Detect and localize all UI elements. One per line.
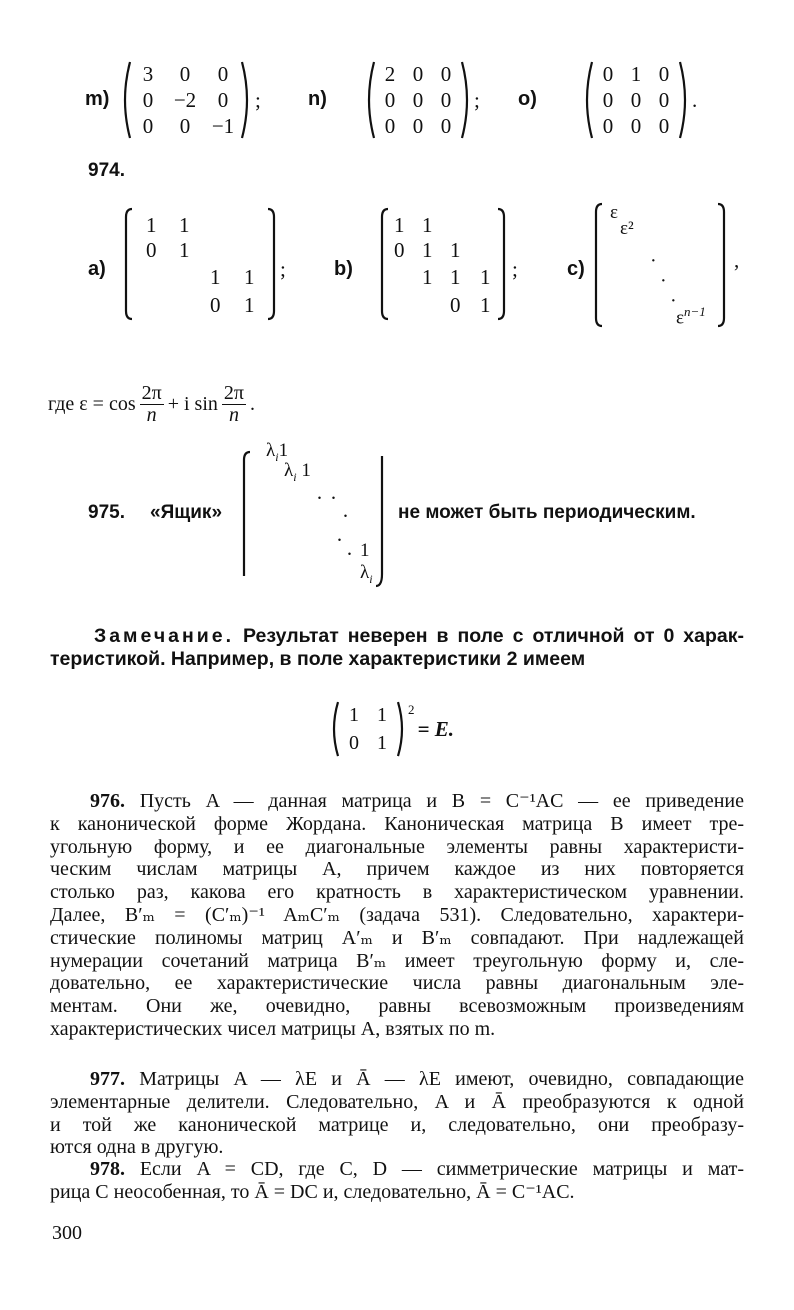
problem-976-line: угольную форму, и ее диагональные элементы равны характеристи- bbox=[50, 835, 744, 858]
epsilon-definition bbox=[48, 383, 255, 426]
c-eps2: ε² bbox=[620, 218, 634, 239]
matrix-m-cell: −1 bbox=[211, 113, 235, 138]
box-matrix bbox=[240, 440, 400, 588]
after-o: . bbox=[692, 87, 698, 112]
b-e32: 1 bbox=[422, 265, 433, 289]
problem-974-number: 974. bbox=[88, 160, 125, 181]
after-974-a: ; bbox=[280, 257, 286, 281]
c-dot3: · bbox=[670, 290, 677, 312]
matrix-974-c bbox=[594, 200, 764, 330]
box-lambda-last: $\lambda_i$ bbox=[360, 562, 373, 586]
label-974-b: b) bbox=[334, 258, 353, 280]
remark-equation bbox=[328, 700, 454, 758]
matrix-m bbox=[118, 60, 261, 140]
problem-977-number: 977. bbox=[90, 1068, 125, 1090]
c-epsn: $\varepsilon^{n-1}$ bbox=[676, 304, 706, 329]
label-o: o) bbox=[518, 88, 537, 110]
b-e33: 1 bbox=[450, 265, 461, 289]
remark-eq-rhs: = E. bbox=[417, 716, 454, 741]
matrix-n-cell: 0 bbox=[440, 87, 452, 112]
box-dot-a: · bbox=[316, 486, 323, 510]
after-m: ; bbox=[255, 87, 261, 112]
a-e11: 1 bbox=[146, 213, 157, 237]
a-e12: 1 bbox=[179, 213, 190, 237]
remark-eq-cell: 1 bbox=[377, 703, 387, 726]
remark-eq-cell: 1 bbox=[377, 731, 387, 754]
matrix-n-cell: 0 bbox=[412, 61, 424, 86]
matrix-m-cell: 0 bbox=[217, 87, 229, 112]
matrix-m-cell: 0 bbox=[142, 113, 154, 138]
epsilon-prefix: где ε = cos bbox=[48, 393, 136, 415]
label-m: m) bbox=[85, 88, 110, 110]
problem-977-line: ются одна в другую. bbox=[50, 1136, 224, 1159]
a-e33: 1 bbox=[210, 265, 221, 289]
problem-976-line: столько раз, какова его кратность в характеристическом уравнении. bbox=[50, 881, 744, 904]
label-n: n) bbox=[308, 88, 327, 110]
b-e43: 0 bbox=[450, 293, 461, 317]
box-lambda-2: $\lambda_i$ 1 bbox=[284, 460, 311, 484]
matrix-o-cell: 0 bbox=[602, 61, 614, 86]
box-dot-d: · bbox=[336, 528, 343, 552]
box-label: «Ящик» bbox=[150, 502, 223, 523]
remark-line-2: теристикой. Например, в поле характеристики 2 имеем bbox=[50, 648, 586, 670]
label-974-a: a) bbox=[88, 258, 106, 280]
a-e43: 0 bbox=[210, 293, 221, 317]
problem-976-line: ческим числам матрицы A, причем каждое из них повторяется bbox=[50, 858, 744, 881]
after-974-c: , bbox=[734, 248, 740, 272]
b-e12: 1 bbox=[422, 213, 433, 237]
a-e22: 1 bbox=[179, 238, 190, 262]
problem-976-line: 976. Пусть A — данная матрица и B = C⁻¹AC — ее приведение bbox=[50, 790, 744, 813]
problem-976-line: ментам. Они же, очевидно, равны всевозможным произведениям bbox=[50, 995, 744, 1018]
remark-eq-power: 2 bbox=[408, 702, 415, 717]
box-tail: не может быть периодическим. bbox=[398, 502, 696, 523]
matrix-m-cell: 0 bbox=[179, 113, 191, 138]
problem-977-line: 977. Матрицы A — λE и Ā — λE имеют, очевидно, совпадающие bbox=[50, 1068, 744, 1091]
box-dot-b: · bbox=[330, 486, 337, 510]
c-eps: ε bbox=[610, 202, 618, 223]
label-974-c: c) bbox=[567, 258, 585, 280]
page-number: 300 bbox=[52, 1222, 82, 1244]
problem-978-line: 978. Если A = CD, где C, D — симметрические матрицы и мат- bbox=[50, 1158, 744, 1181]
problem-977-line: и той же канонической матрице и, следовательно, они преобразу- bbox=[50, 1113, 744, 1136]
epsilon-frac-1: $\frac{2\pi}{n}$ bbox=[141, 382, 162, 426]
matrix-o-cell: 1 bbox=[630, 61, 642, 86]
matrix-n-cell: 0 bbox=[440, 113, 452, 138]
matrix-m-cell: −2 bbox=[173, 87, 197, 112]
remark-eq-cell: 1 bbox=[349, 703, 359, 726]
b-e23: 1 bbox=[450, 238, 461, 262]
box-dot-e: · bbox=[346, 542, 353, 566]
matrix-m-cell: 0 bbox=[217, 61, 229, 86]
problem-976-line: нумерации сочетаний матрица B′ₘ имеет треугольную форму и, сле- bbox=[50, 949, 744, 972]
after-n: ; bbox=[474, 87, 480, 112]
matrix-o bbox=[580, 60, 697, 140]
matrix-n bbox=[362, 60, 480, 140]
a-e21: 0 bbox=[146, 238, 157, 262]
matrix-o-cell: 0 bbox=[658, 87, 670, 112]
problem-976-line: довательно, ее характеристические числа равны диагональным эле- bbox=[50, 972, 744, 995]
problem-976-line: стические полиномы матриц A′ₘ и B′ₘ совпадают. При надлежащей bbox=[50, 926, 744, 949]
matrix-n-cell: 0 bbox=[412, 113, 424, 138]
b-e11: 1 bbox=[394, 213, 405, 237]
remark-line-1: Замечание. Результат неверен в поле с отличной от 0 харак- bbox=[94, 625, 744, 647]
matrix-o-cell: 0 bbox=[658, 113, 670, 138]
b-e44: 1 bbox=[480, 293, 491, 317]
box-lambda-1: $\lambda_i1$ bbox=[266, 440, 289, 464]
matrix-n-cell: 0 bbox=[412, 87, 424, 112]
problem-978-line: рица C неособенная, то Ā = DC и, следовательно, Ā = C⁻¹AC. bbox=[50, 1180, 575, 1203]
matrix-n-cell: 0 bbox=[384, 113, 396, 138]
box-dot-c: · bbox=[342, 504, 349, 528]
matrix-974-b bbox=[380, 205, 540, 323]
matrix-n-cell: 2 bbox=[384, 61, 396, 86]
b-e21: 0 bbox=[394, 238, 405, 262]
matrix-974-a bbox=[124, 205, 294, 323]
problem-976-line: к канонической форме Жордана. Каноническая матрица B имеет тре- bbox=[50, 812, 744, 835]
problem-977-line: элементарные делители. Следовательно, A и Ā преобразуются к одной bbox=[50, 1090, 744, 1113]
problem-978-number: 978. bbox=[90, 1158, 125, 1180]
epsilon-plus-i-sin: + i sin bbox=[167, 393, 218, 415]
matrix-n-cell: 0 bbox=[384, 87, 396, 112]
after-974-b: ; bbox=[512, 257, 518, 281]
matrix-m-cell: 0 bbox=[142, 87, 154, 112]
matrix-o-cell: 0 bbox=[658, 61, 670, 86]
epsilon-frac-2: $\frac{2\pi}{n}$ bbox=[223, 382, 245, 426]
problem-975-number: 975. bbox=[88, 502, 125, 523]
box-one-last: 1 bbox=[360, 540, 370, 561]
matrix-o-cell: 0 bbox=[630, 87, 642, 112]
matrix-m-cell: 0 bbox=[179, 61, 191, 86]
matrix-o-cell: 0 bbox=[630, 113, 642, 138]
a-e44: 1 bbox=[244, 293, 255, 317]
c-dot2: · bbox=[660, 270, 667, 292]
c-dot1: · bbox=[650, 250, 657, 272]
matrix-n-cell: 0 bbox=[440, 61, 452, 86]
matrix-o-cell: 0 bbox=[602, 113, 614, 138]
matrix-o-cell: 0 bbox=[602, 87, 614, 112]
problem-976-number: 976. bbox=[90, 790, 125, 812]
matrix-m-cell: 3 bbox=[142, 61, 154, 86]
a-e34: 1 bbox=[244, 265, 255, 289]
problem-976-line: характеристических чисел матрицы A, взятых по m. bbox=[50, 1018, 496, 1040]
problem-976-line: Далее, B′ₘ = (C′ₘ)⁻¹ AₘC′ₘ (задача 531). Следовательно, характери- bbox=[50, 904, 744, 926]
b-e22: 1 bbox=[422, 238, 433, 262]
epsilon-end: . bbox=[250, 393, 256, 415]
b-e34: 1 bbox=[480, 265, 491, 289]
remark-eq-cell: 0 bbox=[349, 731, 359, 754]
